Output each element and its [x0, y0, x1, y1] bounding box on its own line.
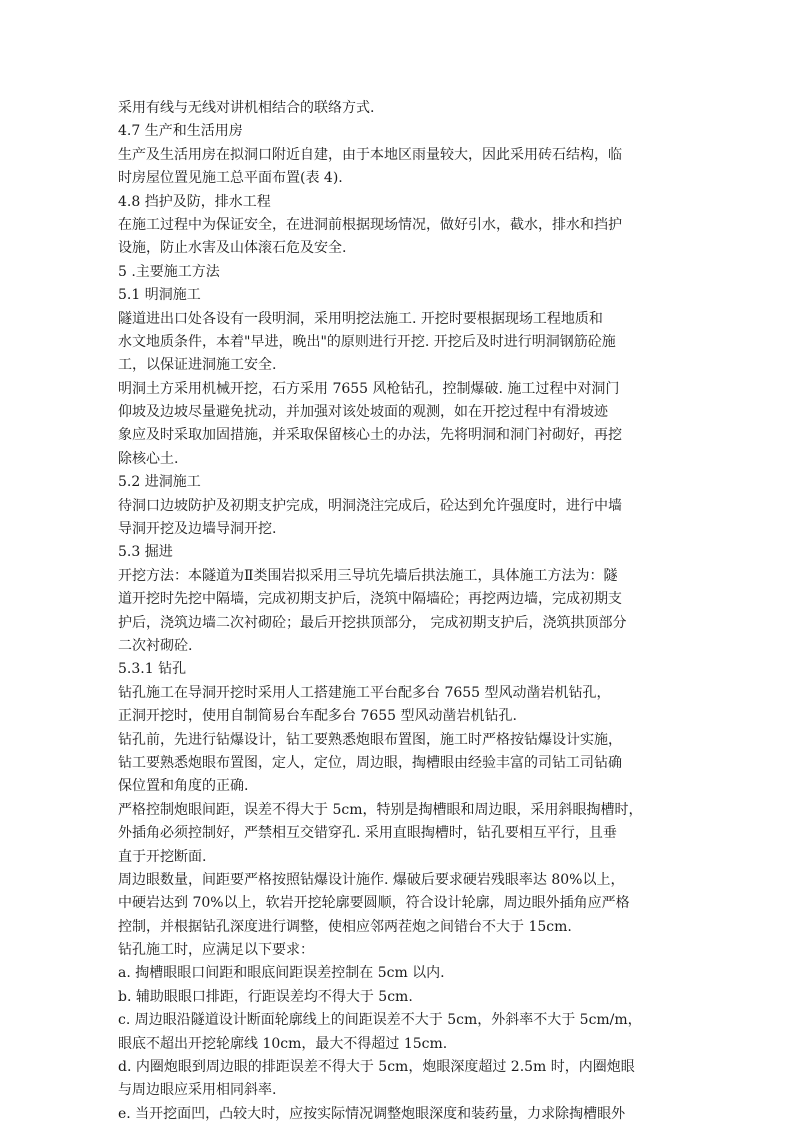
- text-line: 道开挖时先挖中隔墙，完成初期支护后，浇筑中隔墙砼；再挖两边墙，完成初期支: [118, 591, 622, 608]
- text-line: 与周边眼应采用相同斜率.: [118, 1082, 277, 1099]
- text-line: 保位置和角度的正确.: [118, 778, 249, 795]
- text-line: 隧道进出口处各设有一段明洞，采用明挖法施工. 开挖时要根据现场工程地质和: [118, 310, 603, 327]
- text-line: 仰坡及边坡尽量避免扰动，并加强对该处坡面的观测，如在开挖过程中有滑坡迹: [118, 404, 608, 421]
- text-line: 周边眼数量，间距要严格按照钻爆设计施作. 爆破后要求硬岩残眼率达 80%以上，: [118, 871, 625, 888]
- section-heading: 4.7 生产和生活用房: [118, 123, 243, 140]
- text-line: 正洞开挖时，使用自制简易台车配多台 7655 型风动凿岩机钻孔.: [118, 708, 517, 725]
- text-line: 待洞口边坡防护及初期支护完成，明洞浇注完成后，砼达到允许强度时，进行中墙: [118, 497, 622, 514]
- section-heading: 5.3 掘进: [118, 544, 173, 561]
- list-item: d. 内圈炮眼到周边眼的排距误差不得大于 5cm，炮眼深度超过 2.5m 时，内圈炮眼: [118, 1059, 635, 1076]
- text-line: 钻孔施工时，应满足以下要求：: [118, 942, 314, 959]
- text-line: 明洞土方采用机械开挖，石方采用 7655 风枪钻孔，控制爆破. 施工过程中对洞门: [118, 380, 620, 397]
- section-heading: 5 .主要施工方法: [118, 263, 220, 280]
- text-line: 设施，防止水害及山体滚石危及安全.: [118, 240, 347, 257]
- text-line: 在施工过程中为保证安全，在进洞前根据现场情况，做好引水，截水，排水和挡护: [118, 216, 622, 233]
- text-line: 外插角必须控制好，严禁相互交错穿孔. 采用直眼掏槽时，钻孔要相互平行，且垂: [118, 825, 617, 842]
- text-line: 钻工要熟悉炮眼布置图，定人，定位，周边眼，掏槽眼由经验丰富的司钻工司钻确: [118, 754, 622, 771]
- text-line: 钻孔施工在导洞开挖时采用人工搭建施工平台配多台 7655 型风动凿岩机钻孔，: [118, 684, 611, 701]
- text-line: 水文地质条件，本着"早进，晚出"的原则进行开挖. 开挖后及时进行明洞钢筋砼施: [118, 333, 616, 350]
- text-line: 中硬岩达到 70%以上，软岩开挖轮廓要圆顺，符合设计轮廓，周边眼外插角应严格: [118, 895, 630, 912]
- text-line: 开挖方法：本隧道为Ⅱ类围岩拟采用三导坑先墙后拱法施工，具体施工方法为：隧: [118, 567, 618, 584]
- list-item: b. 辅助眼眼口排距，行距误差均不得大于 5cm.: [118, 988, 413, 1005]
- text-line: 采用有线与无线对讲机相结合的联络方式.: [118, 100, 375, 116]
- text-line: 二次衬砌砼.: [118, 637, 193, 654]
- text-line: 眼底不超出开挖轮廓线 10cm，最大不得超过 15cm.: [118, 1035, 448, 1052]
- section-heading: 5.1 明洞施工: [118, 287, 201, 304]
- text-line: 护后，浇筑边墙二次衬砌砼；最后开挖拱顶部分， 完成初期支护后，浇筑拱顶部分: [118, 614, 627, 631]
- text-line: 生产及生活用房在拟洞口附近自建，由于本地区雨量较大，因此采用砖石结构，临: [118, 146, 622, 163]
- list-item: a. 掏槽眼眼口间距和眼底间距误差控制在 5cm 以内.: [118, 965, 445, 982]
- section-heading: 5.2 进洞施工: [118, 474, 201, 491]
- text-line: 除核心土.: [118, 450, 179, 467]
- text-line: 直于开挖断面.: [118, 848, 207, 865]
- text-line: 象应及时采取加固措施，并采取保留核心土的办法，先将明洞和洞门衬砌好，再挖: [118, 427, 622, 444]
- text-line: 严格控制炮眼间距，误差不得大于 5cm，特别是掏槽眼和周边眼，采用斜眼掏槽时，: [118, 801, 643, 818]
- section-heading: 4.8 挡护及防，排水工程: [118, 193, 271, 210]
- document-body: [118, 97, 678, 1126]
- list-item: c. 周边眼沿隧道设计断面轮廓线上的间距误差不大于 5cm，外斜率不大于 5cm/m，: [118, 1012, 642, 1029]
- text-line: 控制，并根据钻孔深度进行调整，使相应邻两茬炮之间错台不大于 15cm.: [118, 918, 572, 935]
- text-line: 钻孔前，先进行钻爆设计，钻工要熟悉炮眼布置图，施工时严格按钻爆设计实施，: [118, 731, 622, 748]
- text-line: 导洞开挖及边墙导洞开挖.: [118, 521, 277, 538]
- list-item: e. 当开挖面凹，凸较大时，应按实际情况调整炮眼深度和装药量，力求除掏槽眼外: [118, 1105, 626, 1122]
- text-line: 时房屋位置见施工总平面布置(表 4).: [118, 170, 343, 187]
- text-line: 工，以保证进洞施工安全.: [118, 357, 277, 374]
- section-heading: 5.3.1 钻孔: [118, 661, 187, 678]
